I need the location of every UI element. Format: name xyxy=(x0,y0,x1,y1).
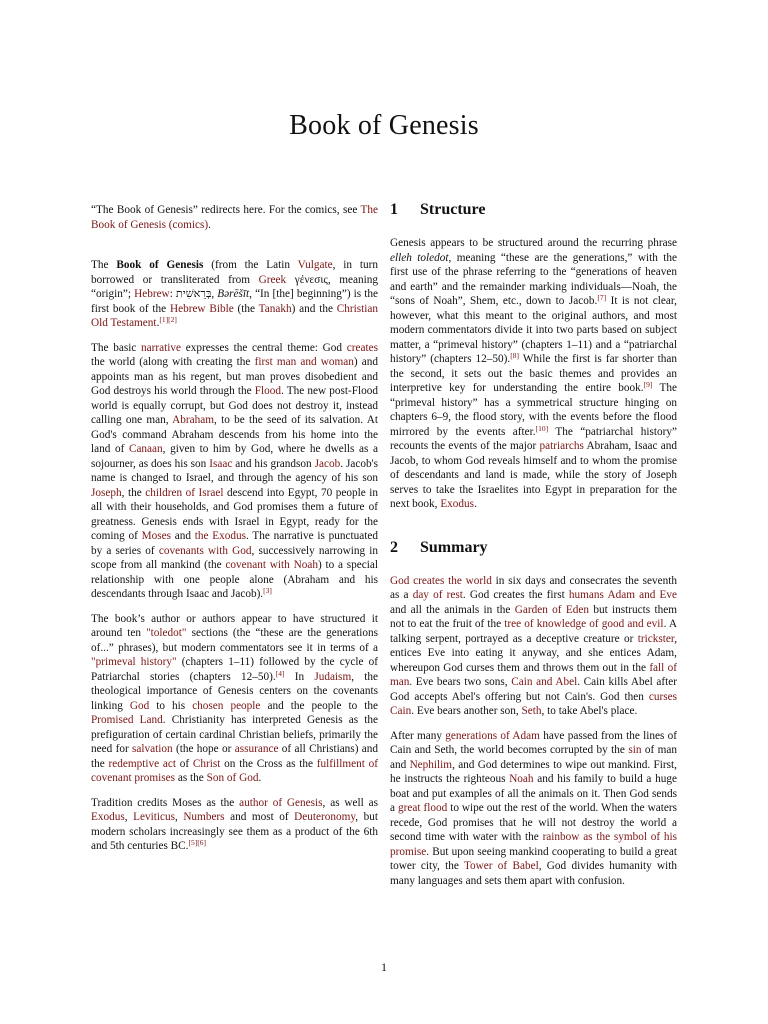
page-title: Book of Genesis xyxy=(289,110,479,141)
text: , to take Abel's place. xyxy=(541,705,638,717)
section-title: Summary xyxy=(420,538,488,556)
text: . xyxy=(474,498,477,510)
text: , meaning “origin”; xyxy=(91,273,378,300)
link-comics[interactable]: The Book of Genesis (comics) xyxy=(91,204,378,231)
hebrew-phrase: elleh toledot xyxy=(390,251,449,264)
link-first-man-and-woman[interactable]: first man and woman xyxy=(254,356,354,368)
text: and his family to build a huge boat and put examples of all the animals on it. Then God sends a xyxy=(390,773,677,814)
link-leviticus[interactable]: Leviticus xyxy=(133,811,175,823)
link-humans-adam-and-eve[interactable]: humans Adam and Eve xyxy=(568,589,677,601)
link-seth[interactable]: Seth xyxy=(521,705,542,717)
text: In xyxy=(284,670,315,683)
text: to wipe out the rest of the world. When the waters recede, God promises that he will not destroy the world a second time with water with the xyxy=(390,802,677,843)
text: (the xyxy=(233,302,259,315)
link-son-of-god[interactable]: Son of God xyxy=(206,772,259,784)
text: . The narrative is punctuated by a series of xyxy=(91,530,379,557)
text: to his xyxy=(149,699,193,712)
right-column xyxy=(390,200,677,898)
citation[interactable]: [9] xyxy=(643,380,653,389)
hatnote-text: . xyxy=(208,218,211,231)
text: Tradition credits Moses as the xyxy=(91,796,240,809)
citation[interactable]: [1][2] xyxy=(159,315,177,324)
link-sin[interactable]: sin xyxy=(628,744,642,756)
link-deuteronomy[interactable]: Deuteronomy xyxy=(294,811,356,823)
link-cain-and-abel[interactable]: Cain and Abel xyxy=(511,676,578,688)
page-number: 1 xyxy=(381,960,387,974)
text: (the hope or xyxy=(172,743,235,755)
text: . The new post-Flood world is equally corrupt, but God does not destroy it, instead calling one man, xyxy=(91,385,378,426)
text: , “In [the] beginning”) is the first book of the xyxy=(91,288,378,315)
link-toledot[interactable]: "toledot" xyxy=(146,627,187,639)
hatnote-text: “The Book of Genesis” redirects here. For the comics, see xyxy=(91,204,361,216)
link-noah[interactable]: Noah xyxy=(509,773,534,785)
text: , meaning “these are the generations,” with the first use of the phrase referring to the “generations of heaven and earth” and the remainder marking individuals—Noah, the “sons of Noah”, Shem, etc., down to Jacob. xyxy=(390,251,677,307)
link-joseph[interactable]: Joseph xyxy=(91,486,122,499)
hebrew-term: : בְּרֵאשִׁית, xyxy=(169,288,218,300)
text: The basic xyxy=(91,341,142,354)
hatnote xyxy=(91,203,378,232)
citation[interactable]: [7] xyxy=(597,293,607,302)
text: in six days and consecrates the seventh as a xyxy=(390,574,677,601)
text: and most of xyxy=(224,811,295,823)
text: While the first is far shorter than the second, it sets out the basic themes and provides an interpretive key for understanding the entire book. xyxy=(390,353,678,394)
text: . Jacob's name is changed to Israel, and through the agency of his son xyxy=(91,457,378,484)
text: descend into Egypt, 70 people in all with their households, and God promises them a future of greatness. Genesis ends with Israel in Egypt, ready for the coming of xyxy=(91,486,378,542)
book-name: Book of Genesis xyxy=(116,259,204,271)
section-title: Structure xyxy=(420,201,486,218)
link-rainbow-symbol[interactable]: rainbow as the symbol of his promise xyxy=(390,831,677,858)
text: (chapters 1–11) followed by the cycle of Patriarchal stories (chapters 12–50). xyxy=(91,656,378,683)
link-flood[interactable]: Flood xyxy=(254,385,282,397)
text: of xyxy=(176,757,193,770)
link-tanakh[interactable]: Tanakh xyxy=(258,302,292,315)
citation[interactable]: [4] xyxy=(275,668,285,678)
authorship-paragraph xyxy=(91,612,378,786)
link-garden-of-eden[interactable]: Garden of Eden xyxy=(514,603,589,616)
text: and xyxy=(171,530,195,542)
text: sections (the “these are the generations of...” phrases), but modern commentators see it in terms of a xyxy=(91,627,378,654)
left-column xyxy=(91,203,378,864)
link-narrative[interactable]: narrative xyxy=(141,341,182,354)
citation[interactable]: [3] xyxy=(263,586,272,595)
structure-paragraph xyxy=(390,236,677,512)
link-hebrew-bible[interactable]: Hebrew Bible xyxy=(169,302,234,315)
section-number: 1 xyxy=(390,201,398,218)
text: (from the Latin xyxy=(203,259,298,271)
text: , but modern scholars increasingly see them as a product of the 6th and 5th centuries BC. xyxy=(91,811,379,852)
link-children-of-israel[interactable]: children of Israel xyxy=(145,486,224,499)
text: , to be the seed of its salvation. At God's command Abraham descends from his home into the land of xyxy=(91,414,378,455)
text: Genesis appears to be structured around the recurring phrase xyxy=(390,237,677,249)
link-generations-of-adam[interactable]: generations of Adam xyxy=(445,729,540,742)
text: . A talking serpent, portrayed as a deceptive creature or xyxy=(390,618,677,645)
text: It is not clear, however, what this meant to the original authors, and most modern commentators divide it into two parts based on subject matter, a “primeval history” (chapters 1–11) and a “patriarchal history” (chapters 12–50). xyxy=(390,295,677,365)
link-tree-of-knowledge[interactable]: tree of knowledge of good and evil xyxy=(504,618,664,630)
text: ) and appoints man as his regent, but man proves disobedient and God destroys his world through the xyxy=(91,356,379,397)
text: have passed from the lines of Cain and Seth, the world becomes corrupted by the xyxy=(390,729,677,756)
link-covenant-with-noah[interactable]: covenant with Noah xyxy=(225,559,318,571)
text: of all Christians) and the xyxy=(91,743,379,770)
section-number: 2 xyxy=(390,538,398,556)
link-vulgate[interactable]: Vulgate xyxy=(297,259,333,271)
link-exodus-book[interactable]: Exodus xyxy=(91,811,125,823)
link-greek[interactable]: Greek xyxy=(258,273,287,286)
text: . xyxy=(156,317,160,329)
text: and his grandson xyxy=(232,457,315,470)
link-assurance[interactable]: assurance xyxy=(234,743,279,755)
text: ) and the xyxy=(291,302,337,315)
link-fall-of-man[interactable]: fall of man xyxy=(390,661,677,688)
link-redemptive-act[interactable]: redemptive act xyxy=(108,757,176,770)
link-curses-cain[interactable]: curses Cain xyxy=(390,690,677,717)
link-christian-old-testament[interactable]: Christian Old Testament xyxy=(91,302,379,329)
link-nephilim[interactable]: Nephilim xyxy=(409,758,453,771)
citation[interactable]: [8] xyxy=(510,351,519,360)
text: . xyxy=(258,772,262,784)
intro-paragraph xyxy=(91,258,378,331)
link-isaac[interactable]: Isaac xyxy=(209,457,233,470)
link-abraham[interactable]: Abraham xyxy=(172,414,215,426)
text: The “primeval history” has a symmetrical structure hinging on chapters 6–9, the flood story, with the events before the flood mirrored by the events after. xyxy=(390,382,677,438)
text: , successively narrowing in scope from all mankind (the xyxy=(91,544,379,571)
text: and the people to the xyxy=(260,699,378,712)
text: of man and xyxy=(390,744,677,771)
citation[interactable]: [5][6] xyxy=(188,838,206,847)
link-great-flood[interactable]: great flood xyxy=(397,802,448,814)
tradition-paragraph xyxy=(91,796,378,854)
text: ) to a special relationship with one people alone (Abraham and his descendants through Isaac and Jacob). xyxy=(91,559,378,600)
text: Abraham, Isaac and Jacob, to whom God reveals himself and to whom the promise of descendants and land is made, while the story of Joseph serves to take the Israelites into Egypt in preparation for the next book, xyxy=(390,440,678,510)
summary-paragraph-1 xyxy=(390,574,677,719)
text: , xyxy=(174,811,184,823)
link-judaism[interactable]: Judaism xyxy=(314,670,352,683)
text: expresses the central theme: God xyxy=(181,341,347,354)
link-god[interactable]: God xyxy=(129,699,150,712)
text: , in turn borrowed or transliterated from xyxy=(91,259,379,286)
text: , given to him by God, where he dwells as a sojourner, as does his son xyxy=(91,443,378,470)
link-chosen-people[interactable]: chosen people xyxy=(192,699,261,712)
text: , as well as xyxy=(322,796,378,809)
text: . God creates the first xyxy=(462,589,569,601)
text: . Eve bears another son, xyxy=(411,705,522,717)
greek-term: γένεσις xyxy=(286,273,328,286)
section-heading-structure xyxy=(390,200,677,220)
citation[interactable]: [10] xyxy=(535,423,549,433)
link-author-of-genesis[interactable]: author of Genesis xyxy=(239,796,323,809)
link-moses[interactable]: Moses xyxy=(141,530,172,542)
link-covenants-with-god[interactable]: covenants with God xyxy=(158,544,252,557)
text: The xyxy=(91,259,117,271)
text: , and God determines to wipe out mankind. First, he instructs the righteous xyxy=(390,758,677,785)
text: and all the animals in the xyxy=(390,603,515,616)
text: as the xyxy=(175,772,207,784)
link-jacob[interactable]: Jacob xyxy=(314,457,341,470)
section-heading-summary xyxy=(390,538,677,558)
text: . Christianity has interpreted Genesis as the prefiguration of certain cardinal Christian beliefs, primarily the need for xyxy=(91,714,378,755)
text: , xyxy=(124,811,134,823)
link-tower-of-babel[interactable]: Tower of Babel xyxy=(463,860,539,872)
text: , God divides humanity with many languages and sets them apart with confusion. xyxy=(390,860,677,887)
text: the world (along with creating the xyxy=(91,356,255,368)
link-numbers[interactable]: Numbers xyxy=(183,811,225,823)
text: . Eve bears two sons, xyxy=(409,676,512,688)
text: After many xyxy=(390,729,446,742)
link-fulfillment-of-covenant-promises[interactable]: fulfillment of covenant promises xyxy=(91,757,378,784)
link-hebrew[interactable]: Hebrew xyxy=(134,288,170,300)
narrative-paragraph xyxy=(91,341,378,602)
link-christ[interactable]: Christ xyxy=(192,757,221,770)
text: but instructs them not to eat the fruit of the xyxy=(390,603,677,630)
link-canaan[interactable]: Canaan xyxy=(128,443,163,455)
text: The “patriarchal history” recounts the events of the major xyxy=(390,425,678,452)
text: The book’s author or authors appear to have structured it around ten xyxy=(91,612,378,639)
link-god-creates-the-world[interactable]: God creates the world xyxy=(390,574,492,587)
text: on the Cross as the xyxy=(220,757,317,770)
link-promised-land[interactable]: Promised Land xyxy=(91,714,163,726)
link-primeval-history[interactable]: "primeval history" xyxy=(91,656,177,668)
link-salvation[interactable]: salvation xyxy=(132,743,173,755)
text: . Cain kills Abel after God accepts Abel's offering but not Cain's. God then xyxy=(390,676,677,703)
link-patriarchs[interactable]: patriarchs xyxy=(539,440,584,452)
text: , entices Eve into eating it anyway, and she entices Adam, whereupon God curses them and throws them out in the xyxy=(390,632,677,674)
text: , the xyxy=(121,486,146,499)
link-day-of-rest[interactable]: day of rest xyxy=(412,589,463,601)
transliteration: Bərēšīt xyxy=(217,288,250,300)
link-exodus[interactable]: Exodus xyxy=(440,498,475,510)
link-the-exodus[interactable]: the Exodus xyxy=(194,530,247,542)
summary-paragraph-2 xyxy=(390,729,677,889)
link-creates[interactable]: creates xyxy=(346,341,378,354)
link-trickster[interactable]: trickster xyxy=(637,632,675,645)
text: , the theological importance of Genesis centers on the covenants linking xyxy=(91,670,378,712)
text: . But upon seeing mankind cooperating to build a great tower city, the xyxy=(390,845,677,872)
